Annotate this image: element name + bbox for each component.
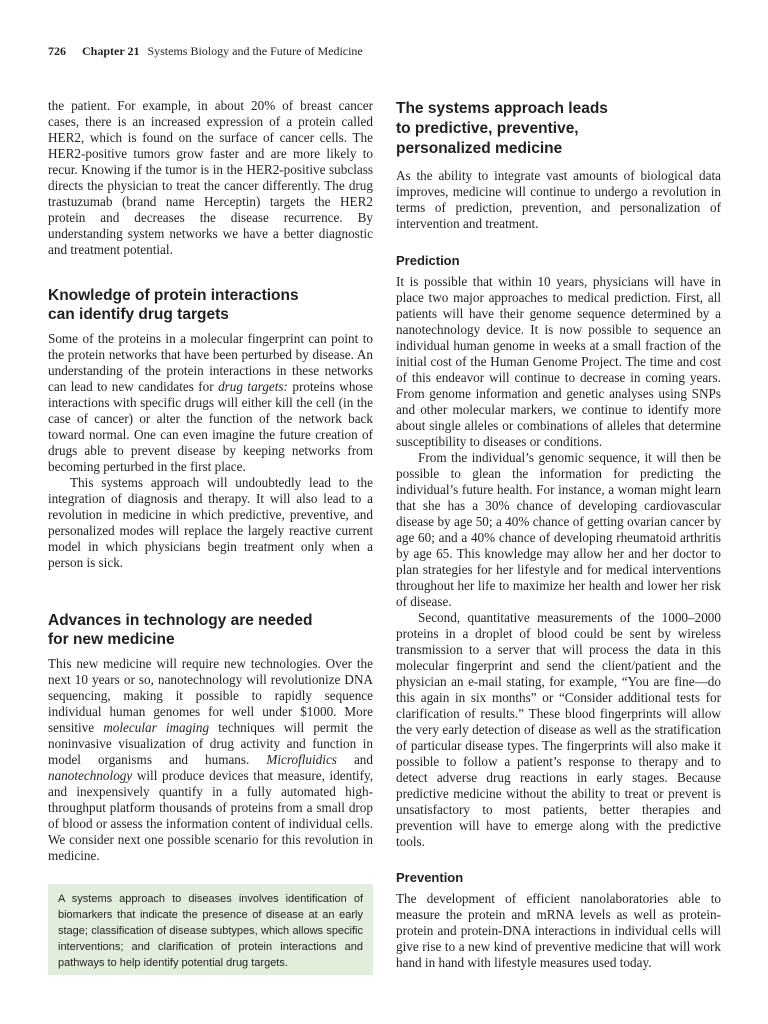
section-technology bbox=[48, 611, 373, 864]
section-body bbox=[48, 331, 373, 571]
chapter-title: Systems Biology and the Future of Medicine bbox=[147, 44, 363, 58]
section-heading bbox=[48, 611, 373, 649]
section-protein-interactions bbox=[48, 286, 373, 571]
left-column-top bbox=[48, 98, 373, 258]
section-heading bbox=[396, 99, 721, 159]
paragraph: This systems approach will undoubtedly lead to the integration of diagnosis and therapy. It will also lead to a revolution in medicine in which predictive, preventive, and personalized modes will replace the largely reactive current model in which physicians begin treatment only when a person is sick. bbox=[48, 475, 373, 570]
paragraph: It is possible that within 10 years, physicians will have in place two major approaches to medical prediction. First, all patients will have their genome sequence determined by a nanotechnology device. It is now possible to sequence an individual human genome in weeks at a small fraction of the initial cost of the Human Genome Project. The time and cost of this endeavor will continue to decrease in coming years. From genome information and genetic analyses using SNPs and other molecular markers, we continue to identify more about single alleles or combinations of alleles that determine susceptibility to diseases or conditions. bbox=[396, 274, 721, 449]
paragraph bbox=[48, 331, 373, 475]
right-column bbox=[396, 99, 721, 971]
subheading-prediction: Prediction bbox=[396, 253, 460, 268]
term-microfluidics: Microfluidics bbox=[266, 752, 337, 767]
heading-line: for new medicine bbox=[48, 631, 175, 648]
paragraph: Second, quantitative measurements of the 1000–2000 proteins in a droplet of blood could be sent by wireless transmission to a server that will process the data in this molecular fingerprint and send the client/patient and the physician an e-mail stating, for example, “You are fine—do this again in six months” or “Consider additional tests for clarification of results.” These blood fingerprints will allow the very early detection of disease as well as the stratification of particular disease types. The fingerprints will also make it possible to follow a patient’s response to therapy and to detect adverse drug reactions in early stages. Because predictive medicine without the ability to treat or prevent is unsatisfactory to most patients, better therapies and prevention will have to emerge along with the predictive tools. bbox=[396, 610, 721, 849]
intro-paragraph: the patient. For example, in about 20% of breast cancer cases, there is an increased expression of a protein called HER2, which is found on the surface of cancer cells. The HER2-positive tumors grow faster and are more likely to recur. Knowing if the tumor is in the HER2-positive subclass directs the physician to treat the cancer differently. The drug trastuzumab (brand name Herceptin) targets the HER2 protein and decreases the disease recurrence. By understanding system networks we have a better diagnostic and treatment potential. bbox=[48, 98, 373, 257]
paragraph: From the individual’s genomic sequence, it will then be possible to glean the information for predicting the individual’s future health. For instance, a woman might learn that she has a 30% chance of developing cardiovascular disease by age 50; a 40% chance of getting ovarian cancer by age 60; and a 40% chance of developing rheumatoid arthritis by age 65. This knowledge may allow her and her doctor to plan strategies for her lifestyle and for medical interventions throughout her life to maximize her health and lower her risk of disease. bbox=[396, 450, 721, 609]
section-heading bbox=[48, 286, 373, 324]
page-number: 726 bbox=[48, 44, 66, 58]
term-drug-targets: drug targets: bbox=[218, 379, 288, 394]
text-run: and bbox=[336, 752, 373, 767]
heading-line: personalized medicine bbox=[396, 140, 563, 157]
heading-line: can identify drug targets bbox=[48, 306, 229, 323]
subheading-prevention: Prevention bbox=[396, 870, 464, 885]
heading-line: to predictive, preventive, bbox=[396, 120, 579, 137]
paragraph: As the ability to integrate vast amounts of biological data improves, medicine will continue to undergo a revolution in terms of prediction, prevention, and personalization of intervention and treatment. bbox=[396, 168, 721, 231]
summary-box: A systems approach to diseases involves identification of biomarkers that indicate the presence of disease at an early stage; classification of disease subtypes, which allows specific interventions; and clarification of protein interactions and pathways to help identify potential drug targets. bbox=[48, 884, 373, 975]
chapter-label: Chapter 21 bbox=[82, 44, 140, 58]
text-run: will produce devices that measure, identify, and inexpensively quantify in a fully automated high-throughput platform thousands of proteins from a small drop of blood or assess the information content of individual cells. We consider next one possible scenario for this revolution in medicine. bbox=[48, 768, 373, 863]
text-run: Some of the proteins in a molecular fingerprint can point to the protein networks that have been perturbed by disease. An understanding of the protein interactions in these networks can lead to new candidates for bbox=[48, 331, 373, 394]
text-run: This new medicine will require new technologies. Over the next 10 years or so, nanotechnology will revolutionize DNA sequencing, making it possible to rapidly sequence individual human genomes for well under $1000. More sensitive bbox=[48, 656, 373, 735]
heading-line: The systems approach leads bbox=[396, 100, 608, 117]
running-head bbox=[48, 44, 363, 59]
term-molecular-imaging: molecular imaging bbox=[103, 720, 210, 735]
term-nanotechnology: nanotechnology bbox=[48, 768, 133, 783]
section-body bbox=[48, 656, 373, 864]
text-run: techniques will permit the noninvasive visualization of drug activity and function in model organisms and humans. bbox=[48, 720, 373, 767]
paragraph: The development of efficient nanolaboratories able to measure the protein and mRNA levels as well as protein-protein and protein-DNA interactions in individual cells will give rise to a new kind of preventive medicine that will work hand in hand with lifestyle measures used today. bbox=[396, 891, 721, 970]
paragraph bbox=[48, 656, 373, 864]
heading-line: Advances in technology are needed bbox=[48, 612, 313, 629]
text-run: proteins whose interactions with specific drugs will either kill the cell (in the case of cancer) or alter the function of the network back toward normal. One can even imagine the future creation of drugs able to prevent disease by keeping networks from becoming perturbed in the first place. bbox=[48, 379, 373, 474]
heading-line: Knowledge of protein interactions bbox=[48, 287, 299, 304]
